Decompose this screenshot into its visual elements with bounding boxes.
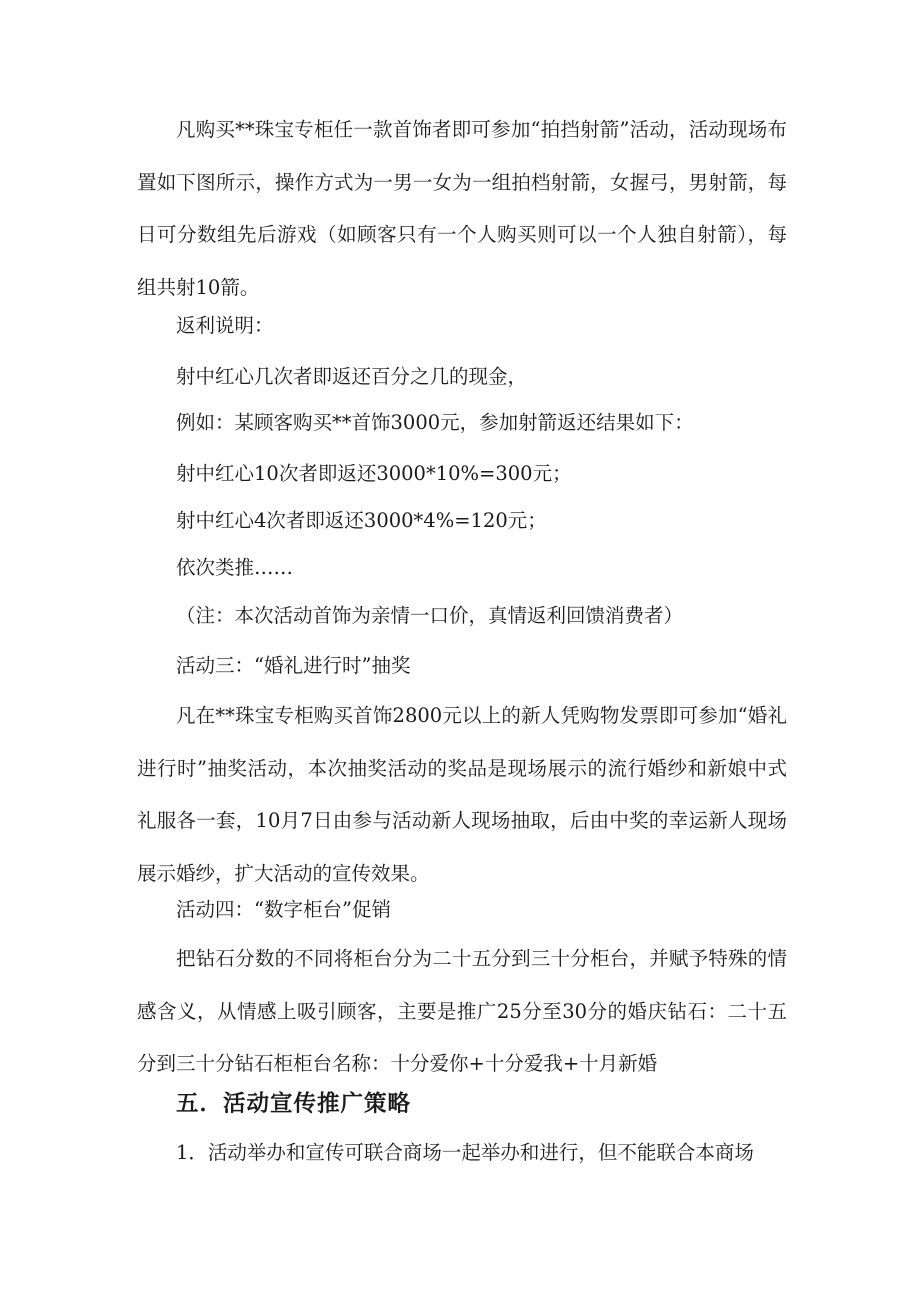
rebate-rule: 射中红心几次者即返还百分之几的现金， — [176, 365, 528, 388]
archery-activity-paragraph: 凡购买**珠宝专柜任一款首饰者即可参加“拍挡射箭”活动，活动现场布置如下图所示，操作方式为一男一女为一组拍档射箭，女握弓，男射箭，每日可分数组先后游戏（如顾客只有一个人购买则可以一个人独自射箭），每组共射10箭。 — [137, 118, 787, 299]
activity-note: （注：本次活动首饰为亲情一口价，真情返利回馈消费者） — [176, 604, 684, 627]
activity4-title: 活动四：“数字柜台”促销 — [176, 898, 391, 921]
section5-item1: 1．活动举办和宣传可联合商场一起举办和进行，但不能联合本商场 — [176, 1141, 754, 1164]
rebate-example-10: 射中红心10次者即返还3000*10%=300元； — [176, 462, 572, 485]
rebate-title: 返利说明： — [176, 314, 274, 337]
activity3-title: 活动三：“婚礼进行时”抽奖 — [176, 654, 411, 677]
activity3-paragraph: 凡在**珠宝专柜购买首饰2800元以上的新人凭购物发票即可参加“婚礼进行时”抽奖活动，本次抽奖活动的奖品是现场展示的流行婚纱和新娘中式礼服各一套，10月7日由参与活动新人现场抽取，后由中奖的幸运新人现场展示婚纱，扩大活动的宣传效果。 — [137, 704, 787, 885]
rebate-example: 例如：某顾客购买**首饰3000元，参加射箭返还结果如下： — [176, 411, 694, 434]
rebate-etc: 依次类推…… — [176, 556, 294, 579]
rebate-example-4: 射中红心4次者即返还3000*4%=120元； — [176, 509, 547, 532]
activity4-paragraph: 把钻石分数的不同将柜台分为二十五分到三十分柜台，并赋予特殊的情感含义，从情感上吸引顾客，主要是推广25分至30分的婚庆钻石：二十五分到三十分钻石柜柜台名称：十分爱你+十分爱我+十月新婚 — [137, 947, 787, 1075]
section5-heading: 五．活动宣传推广策略 — [176, 1091, 412, 1117]
